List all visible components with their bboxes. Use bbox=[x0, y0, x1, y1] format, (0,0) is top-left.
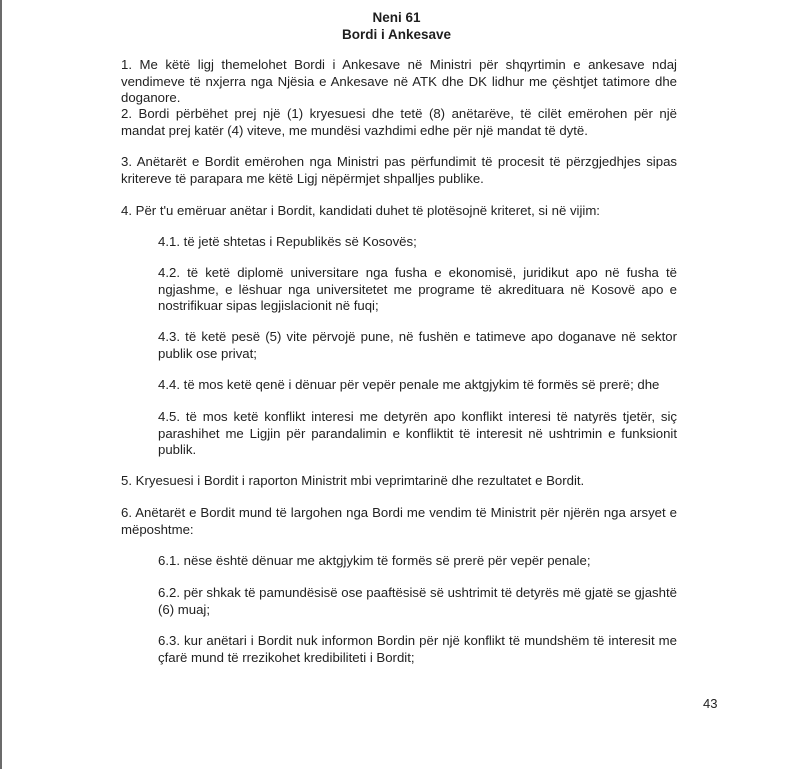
paragraph-6: 6. Anëtarët e Bordit mund të largohen nga Bordi me vendim të Ministrit për njërën nga arsyet e mëposhtme: bbox=[121, 505, 677, 537]
paragraph-4: 4. Për t'u emëruar anëtar i Bordit, kandidati duhet të plotësojnë kriteret, si në vijim: bbox=[121, 203, 600, 218]
reason-6-1: 6.1. nëse është dënuar me aktgjykim të formës së prerë për vepër penale; bbox=[158, 553, 591, 568]
reason-6-3: 6.3. kur anëtari i Bordit nuk informon Bordin për një konflikt të mundshëm të interesit me çfarë mund të rrezikohet kredibiliteti i Bordit; bbox=[158, 633, 677, 665]
criterion-4-3: 4.3. të ketë pesë (5) vite përvojë pune, në fushën e tatimeve apo doganave në sektor publik ose privat; bbox=[158, 329, 677, 361]
paragraph-2: 2. Bordi përbëhet prej një (1) kryesuesi dhe tetë (8) anëtarëve, të cilët emërohen për një mandat prej katër (4) viteve, me mundësi vazhdimi edhe për një mandat të dytë. bbox=[121, 106, 677, 138]
criterion-4-1: 4.1. të jetë shtetas i Republikës së Kosovës; bbox=[158, 234, 417, 249]
paragraph-1: 1. Me këtë ligj themelohet Bordi i Ankesave në Ministri për shqyrtimin e ankesave ndaj vendimeve të nxjerra nga Njësia e Ankesave në ATK dhe DK lidhur me çështjet tatimore dhe doganore. bbox=[121, 57, 677, 105]
paragraph-5: 5. Kryesuesi i Bordit i raporton Ministrit mbi veprimtarinë dhe rezultatet e Bordit. bbox=[121, 473, 585, 488]
page-number: 43 bbox=[703, 696, 718, 711]
reason-6-2: 6.2. për shkak të pamundësisë ose paaftësisë së ushtrimit të detyrës më gjatë se gjashtë (6) muaj; bbox=[158, 585, 677, 617]
criterion-4-5: 4.5. të mos ketë konflikt interesi me detyrën apo konflikt interesi të natyrës tjetër, siç parashihet me Ligjin për parandalimin e konfliktit të interesit në ushtrimin e funksionit publik. bbox=[158, 409, 677, 457]
criterion-4-4: 4.4. të mos ketë qenë i dënuar për vepër penale me aktgjykim të formës së prerë; dhe bbox=[158, 377, 660, 392]
criterion-4-2: 4.2. të ketë diplomë universitare nga fusha e ekonomisë, juridikut apo në fusha të ngjashme, e lëshuar nga universitetet me programe të akredituara në Kosovë apo e nostrifikuar sipas legjislacionit në fuqi; bbox=[158, 265, 677, 313]
article-title: Bordi i Ankesave bbox=[341, 27, 452, 42]
article-number: Neni 61 bbox=[372, 10, 421, 25]
paragraph-3: 3. Anëtarët e Bordit emërohen nga Ministri pas përfundimit të procesit të përzgjedhjes sipas kritereve të parapara me këtë Ligj nëpërmjet shpalljes publike. bbox=[121, 154, 677, 186]
